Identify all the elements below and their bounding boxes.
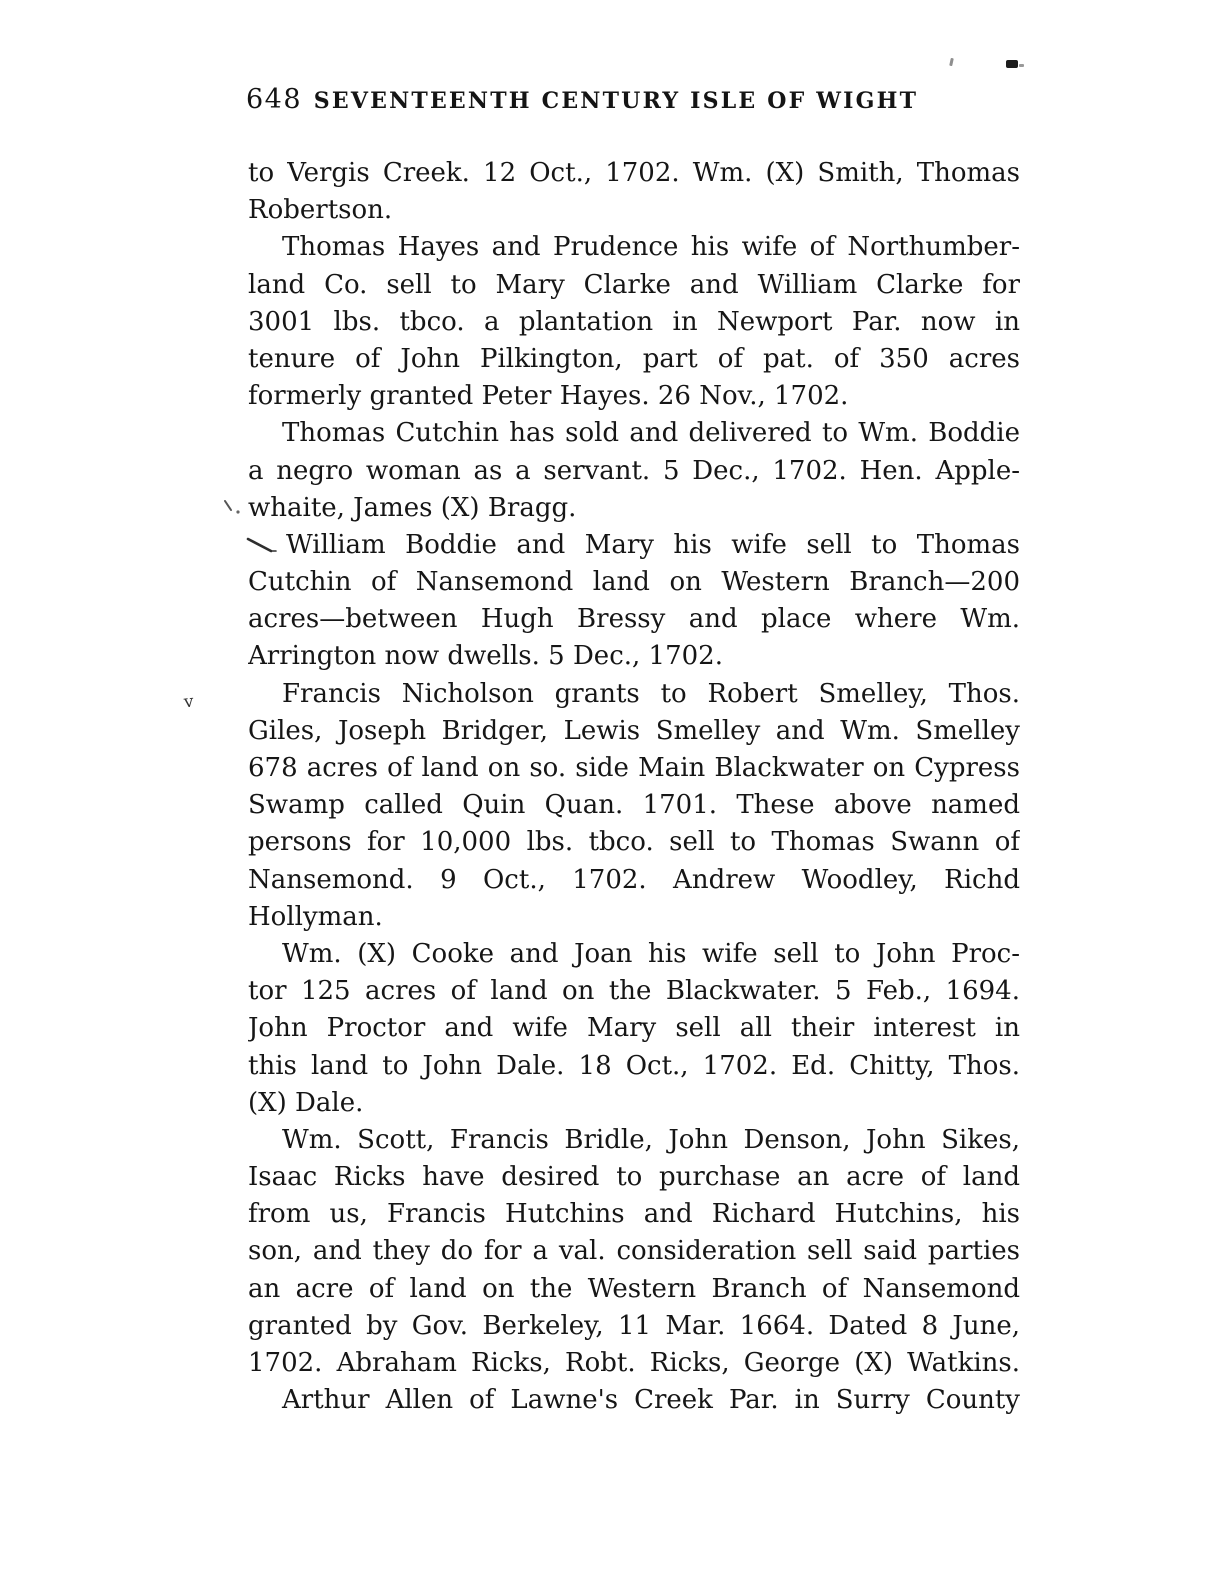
text-line: William Boddie and Mary his wife sell to Thomas bbox=[286, 529, 1020, 560]
text-line: Cutchin of Nansemond land on Western Branch—200 bbox=[248, 567, 1020, 598]
text-line: Nansemond. 9 Oct., 1702. Andrew Woodley, Richd bbox=[248, 864, 1020, 895]
text-line: whaite, James (X) Bragg. bbox=[248, 492, 577, 523]
text-line: son, and they do for a val. consideration sell said parties bbox=[248, 1236, 1020, 1267]
page-number: 648 bbox=[246, 84, 303, 115]
text-line: 3001 lbs. tbco. a plantation in Newport Par. now in bbox=[248, 306, 1020, 337]
text-line: tor 125 acres of land on the Blackwater. 5 Feb., 1694. bbox=[248, 976, 1020, 1007]
text-line: (X) Dale. bbox=[248, 1087, 364, 1118]
text-line: Francis Nicholson grants to Robert Smelley, Thos. bbox=[282, 678, 1020, 709]
text-line: Thomas Hayes and Prudence his wife of Northumber- bbox=[282, 232, 1020, 263]
text-line: Robertson. bbox=[248, 195, 393, 226]
scan-speck bbox=[1019, 64, 1024, 67]
text-line: a negro woman as a servant. 5 Dec., 1702. Hen. Apple- bbox=[248, 455, 1020, 486]
text-line: from us, Francis Hutchins and Richard Hutchins, his bbox=[248, 1199, 1020, 1230]
text-line: 678 acres of land on so. side Main Blackwater on Cypress bbox=[248, 753, 1020, 783]
text-line: Hollyman. bbox=[248, 901, 383, 932]
text-line: acres—between Hugh Bressy and place where Wm. bbox=[248, 604, 1020, 635]
text-line: persons for 10,000 lbs. tbco. sell to Thomas Swann of bbox=[248, 827, 1020, 858]
margin-slash-mark bbox=[246, 536, 278, 558]
text-line: Giles, Joseph Bridger, Lewis Smelley and Wm. Smelley bbox=[248, 715, 1020, 746]
text-line: formerly granted Peter Hayes. 26 Nov., 1702. bbox=[248, 381, 849, 412]
text-line: 1702. Abraham Ricks, Robt. Ricks, George (X) Watkins. bbox=[248, 1348, 1020, 1378]
text-block bbox=[248, 155, 1020, 1419]
text-line: tenure of John Pilkington, part of pat. of 350 acres bbox=[248, 343, 1020, 374]
page-header-title: SEVENTEENTH CENTURY ISLE OF WIGHT bbox=[313, 88, 919, 114]
text-line: Arrington now dwells. 5 Dec., 1702. bbox=[248, 641, 723, 672]
margin-check-mark: v bbox=[182, 691, 195, 713]
text-line: an acre of land on the Western Branch of Nansemond bbox=[248, 1273, 1020, 1304]
text-line: land Co. sell to Mary Clarke and William Clarke for bbox=[248, 269, 1020, 300]
text-line: Swamp called Quin Quan. 1701. These above named bbox=[248, 790, 1020, 821]
text-line: Wm. (X) Cooke and Joan his wife sell to John Proc- bbox=[282, 938, 1020, 969]
scan-speck bbox=[949, 58, 954, 66]
text-line: John Proctor and wife Mary sell all their interest in bbox=[248, 1013, 1020, 1044]
text-line: Isaac Ricks have desired to purchase an acre of land bbox=[248, 1162, 1020, 1193]
text-line: this land to John Dale. 18 Oct., 1702. Ed. Chitty, Thos. bbox=[248, 1050, 1020, 1081]
text-line: Thomas Cutchin has sold and delivered to Wm. Boddie bbox=[282, 418, 1020, 449]
scan-speck bbox=[1006, 60, 1018, 68]
text-line: Wm. Scott, Francis Bridle, John Denson, John Sikes, bbox=[282, 1124, 1020, 1155]
text-line: granted by Gov. Berkeley, 11 Mar. 1664. Dated 8 June, bbox=[248, 1310, 1020, 1341]
text-line: Arthur Allen of Lawne's Creek Par. in Surry County bbox=[282, 1385, 1020, 1416]
margin-tick-mark bbox=[222, 498, 244, 518]
text-line: to Vergis Creek. 12 Oct., 1702. Wm. (X) Smith, Thomas bbox=[248, 158, 1020, 188]
